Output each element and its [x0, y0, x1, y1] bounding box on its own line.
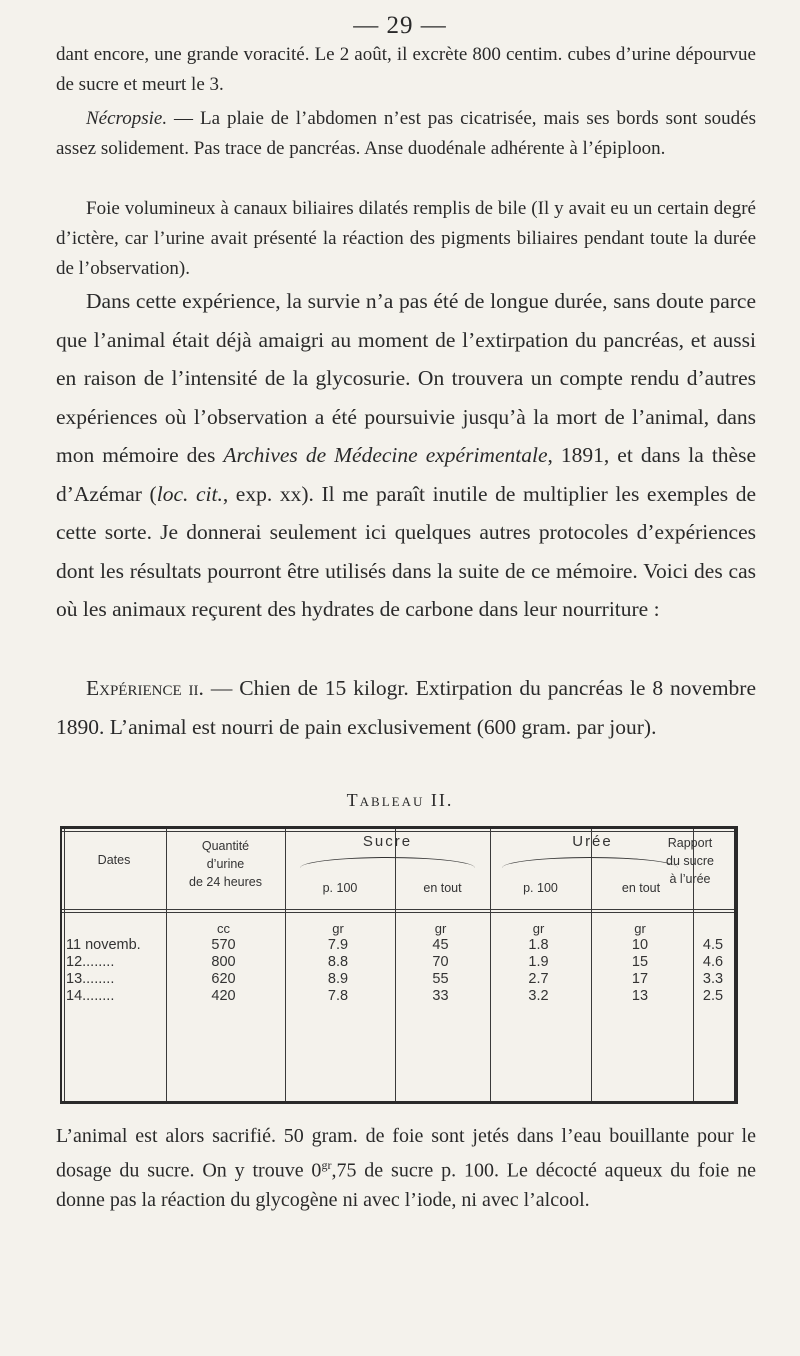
loc-cit: loc. cit.: [156, 481, 223, 506]
paragraph-discussion: [56, 282, 756, 629]
column-uree-tout: [589, 920, 691, 1005]
unit-label: cc: [217, 921, 230, 936]
paragraph-conclusion: [56, 1122, 756, 1215]
experience-heading: Expérience ii.: [86, 676, 204, 700]
unit-label: [66, 920, 162, 937]
table-title: Tableau II.: [346, 790, 454, 810]
table-cell: 33: [432, 988, 449, 1004]
paragraph-foie: Foie volumineux à canaux biliaires dilatés remplis de bile (Il y avait eu un certain degré d’ictère, car l’urine avait présenté la réaction des pigments biliaires pendant toute la durée de l’observation).: [56, 198, 756, 279]
column-sucre-tout: [393, 920, 488, 1005]
table-cell: 13: [631, 988, 649, 1004]
paragraph-necropsie: [56, 104, 756, 164]
column-sucre-p100: [283, 920, 393, 1005]
header-dates: Dates: [97, 853, 131, 867]
gr-superscript: gr: [321, 1158, 332, 1172]
header-rapport-text: Rapport du sucre à l’urée: [666, 836, 714, 886]
table-cell: 17: [631, 971, 649, 987]
header-uree-p100: p. 100: [523, 881, 558, 895]
table-cell: 15: [631, 954, 649, 970]
conclusion-text-a: L’animal est alors sacrifié. 50 gram. de foie sont jetés dans l’eau bouillante pour le dosage du sucre. On y trouve 0: [56, 1125, 756, 1182]
header-uree-tout: en tout: [621, 881, 661, 895]
column-date: [66, 920, 162, 1005]
paragraph-experience-2: [56, 669, 756, 746]
table-cell: 11 novemb.: [66, 937, 141, 953]
table-cell: 13........: [66, 971, 115, 987]
table-cell: 4.6: [702, 954, 724, 970]
discussion-text-c: , 1891, et dans la thèse d’Azémar (: [56, 443, 756, 506]
conclusion-text-b: ,75 de sucre p. 100. Le décocté aqueux du foie ne donne pas la réaction du glycogène ni avec l’iode, ni avec l’alcool.: [56, 1159, 756, 1211]
necropsie-text: — La plaie de l’abdomen n’est pas cicatrisée, mais ses bords sont soudés assez solidement. Pas trace de pancréas. Anse duodénale adhérente à l’épiploon.: [56, 108, 756, 159]
column-rapport: [691, 920, 735, 1005]
discussion-text-a: Dans cette expérience, la survie n’a pas été de longue durée, sans doute parce que l’animal était déjà amaigri au moment de l’extirpation du pancréas, et aussi en raison de l’intensité de la glycosurie. On trouvera un compte rendu d’autres expériences où l’observation a été poursuivie jusqu’à la mort de l’animal, dans mon mémoire des: [56, 289, 756, 467]
table-cell: 10: [631, 937, 649, 953]
experience-text: — Chien de 15 kilogr. Extirpation du pancréas le 8 novembre 1890. L’animal est nourri de pain exclusivement (600 gram. par jour).: [56, 676, 757, 739]
table-cell: 45: [432, 937, 449, 953]
archives-title: Archives de Médecine expérimentale: [223, 443, 548, 467]
table-body: [60, 920, 738, 1100]
table-cell: 3.3: [702, 971, 724, 987]
table-cell: 14........: [66, 988, 115, 1004]
unit-label: gr: [532, 921, 545, 936]
paragraph-1: dant encore, une grande voracité. Le 2 août, il excrète 800 centim. cubes d’urine dépourvue de sucre et meurt le 3.: [56, 44, 756, 95]
necropsie-heading: Nécropsie.: [86, 108, 168, 129]
header-sucre-tout: en tout: [423, 881, 462, 895]
table-cell: 70: [432, 954, 449, 970]
header-sucre-p100: p. 100: [322, 881, 358, 895]
table-cell: 7.9: [327, 937, 349, 953]
table-cell: 8.8: [327, 954, 349, 970]
table-cell: 1.9: [528, 954, 549, 970]
table-cell: 1.8: [528, 937, 549, 953]
table-cell: 420: [211, 988, 236, 1004]
column-quantite: [164, 920, 283, 1005]
brace-sucre: [300, 857, 475, 868]
table-cell: 7.8: [327, 988, 349, 1004]
header-sucre: Sucre: [362, 833, 413, 850]
table-cell: 4.5: [702, 937, 724, 953]
header-uree: Urée: [572, 833, 613, 850]
table-cell: 12........: [66, 954, 115, 970]
page-number: — 29 —: [353, 12, 447, 39]
unit-label: [691, 920, 735, 937]
unit-label: gr: [332, 921, 344, 936]
table-cell: 3.2: [528, 988, 549, 1004]
table-cell: 2.7: [528, 971, 549, 987]
table-cell: 2.5: [702, 988, 724, 1004]
unit-label: gr: [634, 921, 646, 936]
unit-label: gr: [434, 921, 447, 936]
table-cell: 620: [211, 971, 236, 987]
table-cell: 55: [432, 971, 449, 987]
discussion-text-e: , exp. xx). Il me paraît inutile de multiplier les exemples de cette sorte. Je donnerai seulement ici quelques autres protocoles d’expériences dont les résultats pourront être utilisés dans la suite de ce mémoire. Voici des cas où les animaux reçurent des hydrates de carbone dans leur nourriture :: [56, 481, 756, 621]
table-cell: 570: [211, 937, 236, 953]
header-quantite: Quantité d’urine de 24 heures: [189, 839, 262, 889]
table-cell: 800: [211, 954, 236, 970]
table-cell: 8.9: [327, 971, 349, 987]
column-uree-p100: [488, 920, 589, 1005]
